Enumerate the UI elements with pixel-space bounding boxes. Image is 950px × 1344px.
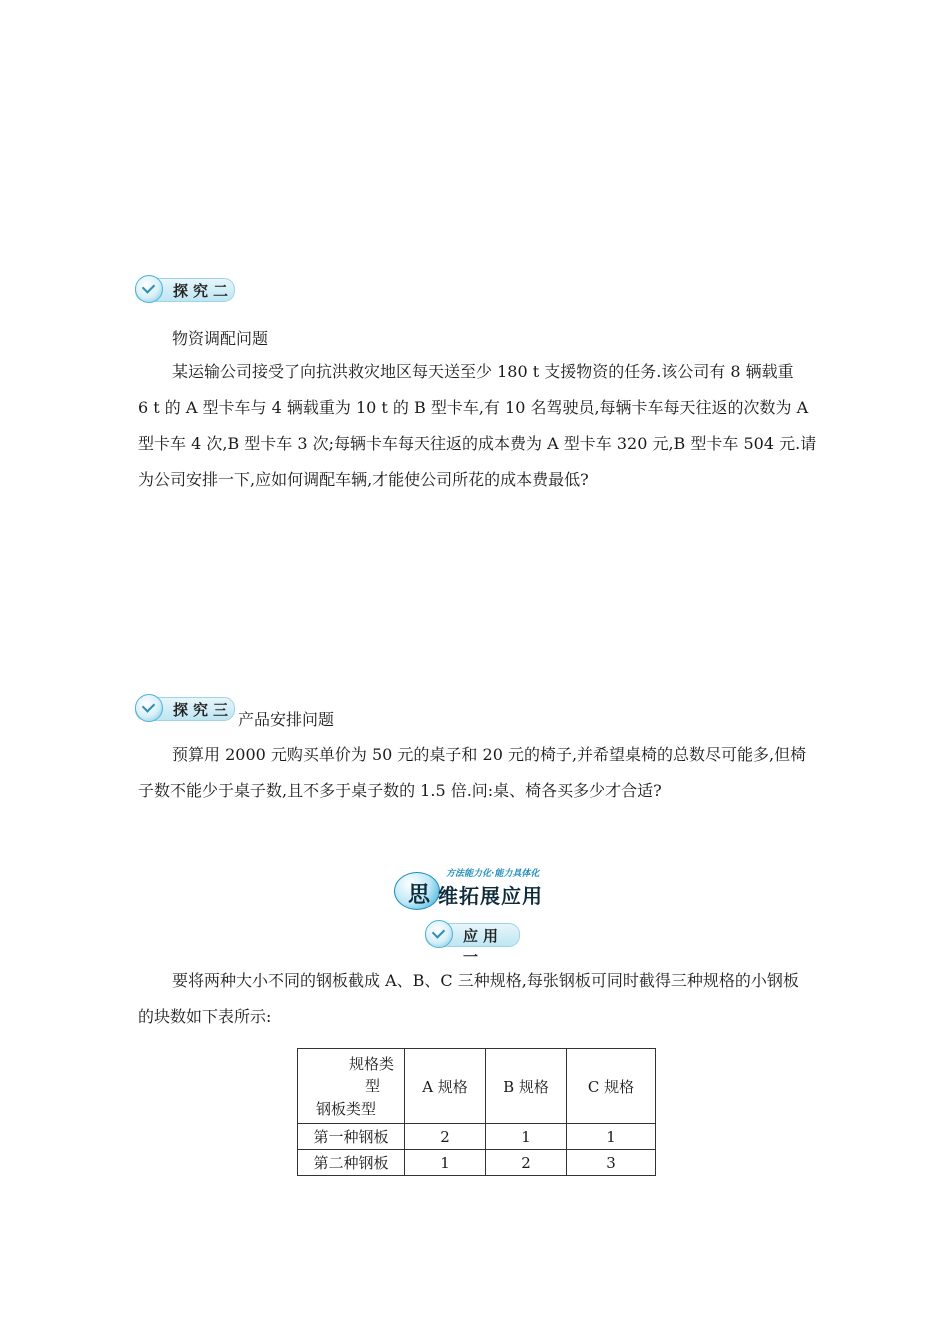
table-cell: 2 [486, 1150, 567, 1176]
column-header: C 规格 [567, 1049, 656, 1124]
problem-text-product-arrangement [138, 737, 818, 809]
badge-label: 探究三 [173, 701, 234, 719]
table-cell: 3 [567, 1150, 656, 1176]
section-title-product-arrangement: 产品安排问题 [238, 710, 335, 729]
badge-label: 应用一 [463, 927, 504, 966]
text-line: 要将两种大小不同的钢板截成 A、B、C 三种规格,每张钢板可同时截得三种规格的小钢板 [172, 971, 799, 990]
table-header-row [298, 1049, 656, 1124]
problem-text-steel-cutting [138, 963, 818, 1035]
corner-header-top [349, 1053, 394, 1097]
text-line: 子数不能少于桌子数,且不多于桌子数的 1.5 倍.问:桌、椅各买多少才合适? [138, 781, 662, 800]
text-line: 某运输公司接受了向抗洪救灾地区每天送至少 180 t 支援物资的任务.该公司有 8 辆载重 [172, 362, 794, 381]
column-header: A 规格 [405, 1049, 486, 1124]
table-row [298, 1150, 656, 1176]
checkmark-circle-icon [425, 920, 453, 948]
corner-header-bottom: 钢板类型 [316, 1100, 377, 1118]
row-label: 第一种钢板 [298, 1124, 405, 1150]
column-header: B 规格 [486, 1049, 567, 1124]
section-title-material-allocation: 物资调配问题 [172, 329, 269, 348]
table-cell: 2 [405, 1124, 486, 1150]
section-badge-application-1 [425, 920, 520, 966]
table-cell: 1 [405, 1150, 486, 1176]
row-label: 第二种钢板 [298, 1150, 405, 1176]
table-corner-cell [298, 1049, 405, 1124]
checkmark-circle-icon [135, 694, 163, 722]
corner-top-line: 型 [364, 1077, 380, 1095]
table-row [298, 1124, 656, 1150]
section-badge-explore-3 [135, 694, 235, 722]
text-line: 预算用 2000 元购买单价为 50 元的桌子和 20 元的椅子,并希望桌椅的总数尽可能多,但椅 [172, 745, 807, 764]
banner-subtitle: 方法能力化·能力具体化 [446, 869, 540, 879]
banner-title: 维拓展应用 [438, 884, 543, 908]
corner-top-line: 规格类 [348, 1055, 394, 1073]
text-line: 为公司安排一下,应如何调配车辆,才能使公司所花的成本费最低? [138, 470, 589, 489]
problem-text-material-allocation [138, 354, 818, 498]
steel-spec-table [297, 1048, 656, 1176]
checkmark-circle-icon [135, 275, 163, 303]
badge-label: 探究二 [173, 282, 234, 300]
section-banner-thinking-extension [392, 866, 572, 914]
banner-first-char: 思 [408, 883, 431, 908]
text-line: 的块数如下表所示: [138, 1007, 272, 1026]
text-line: 型卡车 4 次,B 型卡车 3 次;每辆卡车每天往返的成本费为 A 型卡车 320 元,B 型卡车 504 元.请 [138, 434, 817, 453]
table-cell: 1 [486, 1124, 567, 1150]
table-cell: 1 [567, 1124, 656, 1150]
text-line: 6 t 的 A 型卡车与 4 辆载重为 10 t 的 B 型卡车,有 10 名驾驶员,每辆卡车每天往返的次数为 A [138, 398, 809, 417]
section-badge-explore-2 [135, 275, 235, 303]
